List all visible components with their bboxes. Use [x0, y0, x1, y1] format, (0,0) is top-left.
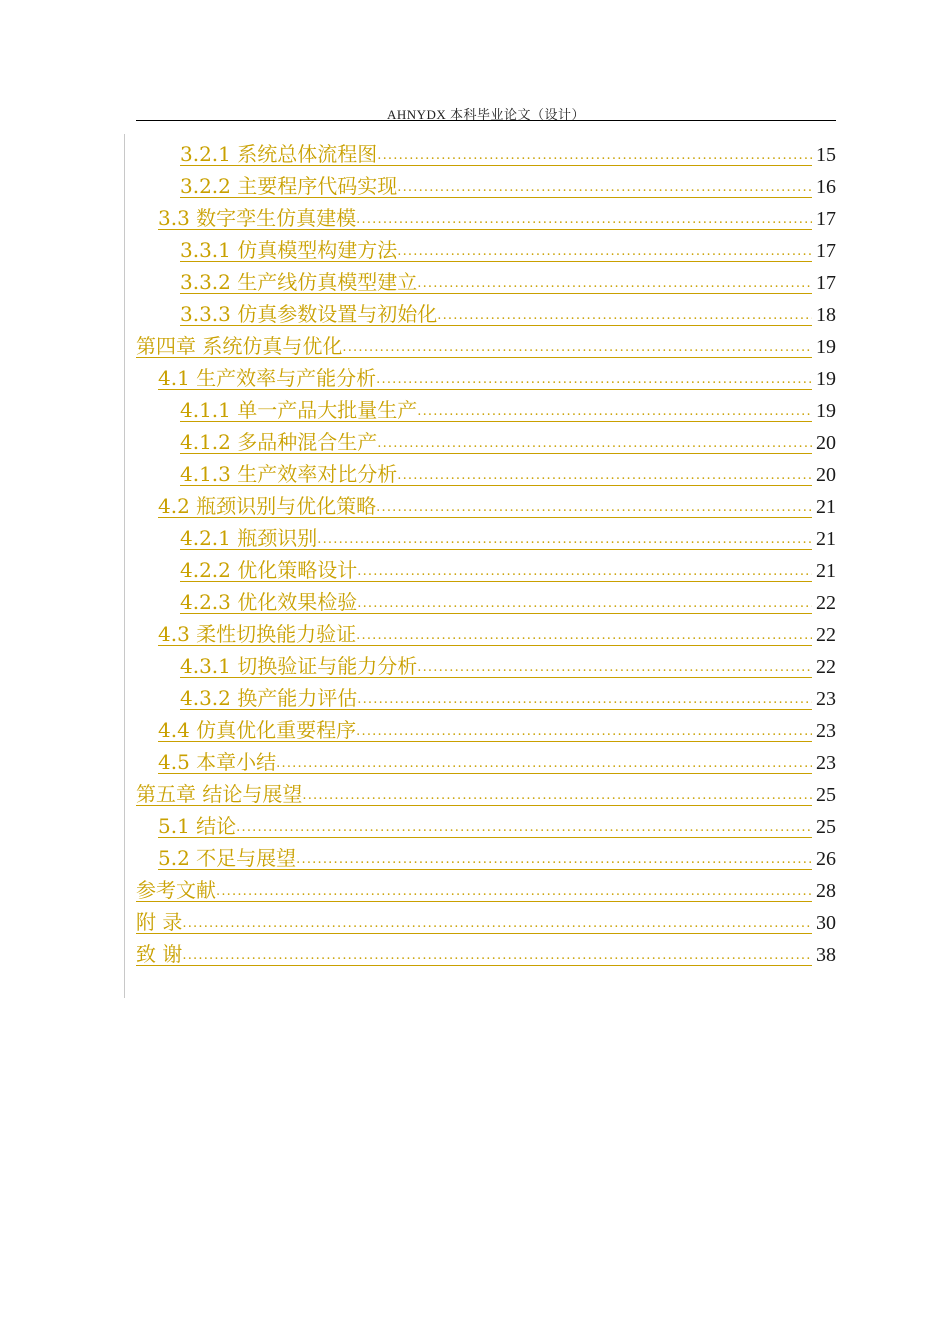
toc-entry-label: 3.3.1 仿真模型构建方法 [180, 238, 398, 262]
toc-page-number: 22 [816, 656, 836, 678]
toc-page-number: 19 [816, 368, 836, 390]
toc-link[interactable] [136, 335, 812, 358]
toc-entry-label: 4.1 生产效率与产能分析 [158, 366, 377, 390]
toc-link[interactable] [158, 719, 812, 742]
toc-entry-label: 3.2.2 主要程序代码实现 [180, 174, 398, 198]
toc-entry-label: 5.2 不足与展望 [158, 846, 297, 870]
toc-dot-leader [377, 147, 812, 165]
toc-dot-leader [397, 243, 812, 261]
toc-page-number: 17 [816, 272, 836, 294]
toc-dot-leader [376, 499, 812, 517]
toc-entry [136, 618, 836, 650]
toc-dot-leader [357, 691, 812, 709]
toc-entry [136, 650, 836, 682]
toc-page-number: 20 [816, 432, 836, 454]
toc-dot-leader [417, 403, 812, 421]
toc-link[interactable] [136, 879, 812, 902]
toc-dot-leader [296, 851, 812, 869]
toc-entry-label: 4.4 仿真优化重要程序 [158, 718, 357, 742]
toc-entry-label: 4.3 柔性切换能力验证 [158, 622, 357, 646]
toc-page-number: 38 [816, 944, 836, 966]
toc-page-number: 22 [816, 592, 836, 614]
toc-entry-label: 4.2.1 瓶颈识别 [180, 526, 318, 550]
toc-entry [136, 394, 836, 426]
toc-entry [136, 202, 836, 234]
toc-entry-label: 致 谢 [136, 942, 183, 966]
toc-entry [136, 874, 836, 906]
toc-entry-label: 4.3.1 切换验证与能力分析 [180, 654, 418, 678]
toc-link[interactable] [180, 143, 812, 166]
toc-link[interactable] [158, 815, 812, 838]
toc-entry [136, 362, 836, 394]
toc-entry-label: 3.2.1 系统总体流程图 [180, 142, 378, 166]
toc-link[interactable] [180, 687, 812, 710]
toc-page-number: 21 [816, 496, 836, 518]
toc-link[interactable] [158, 847, 812, 870]
toc-entry-label: 第四章 系统仿真与优化 [136, 334, 343, 358]
toc-dot-leader [357, 563, 812, 581]
toc-entry [136, 906, 836, 938]
toc-entry-label: 4.1.2 多品种混合生产 [180, 430, 378, 454]
toc-entry-label: 参考文献 [136, 878, 216, 902]
toc-entry [136, 426, 836, 458]
toc-entry [136, 778, 836, 810]
table-of-contents [136, 138, 836, 970]
toc-link[interactable] [158, 367, 812, 390]
toc-link[interactable] [180, 655, 812, 678]
toc-dot-leader [417, 275, 812, 293]
toc-page-number: 23 [816, 688, 836, 710]
toc-entry-label: 3.3.3 仿真参数设置与初始化 [180, 302, 438, 326]
toc-entry [136, 842, 836, 874]
toc-link[interactable] [180, 527, 812, 550]
toc-dot-leader [357, 595, 812, 613]
toc-page-number: 19 [816, 336, 836, 358]
toc-entry [136, 490, 836, 522]
toc-dot-leader [397, 467, 812, 485]
toc-page-number: 17 [816, 240, 836, 262]
toc-entry-label: 4.5 本章小结 [158, 750, 277, 774]
toc-entry-label: 4.2 瓶颈识别与优化策略 [158, 494, 377, 518]
toc-dot-leader [356, 627, 812, 645]
toc-page-number: 26 [816, 848, 836, 870]
toc-entry [136, 458, 836, 490]
toc-page-number: 16 [816, 176, 836, 198]
toc-link[interactable] [158, 495, 812, 518]
toc-dot-leader [216, 883, 812, 901]
toc-entry [136, 554, 836, 586]
toc-dot-leader [236, 819, 812, 837]
toc-dot-leader [276, 755, 812, 773]
toc-link[interactable] [158, 207, 812, 230]
toc-dot-leader [302, 787, 812, 805]
toc-dot-leader [182, 947, 812, 965]
toc-link[interactable] [136, 943, 812, 966]
toc-page-number: 25 [816, 784, 836, 806]
toc-page-number: 17 [816, 208, 836, 230]
toc-link[interactable] [180, 175, 812, 198]
toc-entry [136, 234, 836, 266]
toc-entry [136, 266, 836, 298]
toc-page-number: 15 [816, 144, 836, 166]
toc-page-number: 25 [816, 816, 836, 838]
toc-page-number: 28 [816, 880, 836, 902]
toc-page-number: 19 [816, 400, 836, 422]
toc-entry [136, 522, 836, 554]
toc-link[interactable] [180, 239, 812, 262]
toc-entry [136, 938, 836, 970]
toc-dot-leader [437, 307, 812, 325]
toc-dot-leader [342, 339, 812, 357]
toc-entry [136, 330, 836, 362]
toc-entry [136, 682, 836, 714]
toc-entry [136, 170, 836, 202]
toc-entry [136, 586, 836, 618]
toc-page-number: 23 [816, 720, 836, 742]
toc-link[interactable] [180, 463, 812, 486]
toc-page-number: 30 [816, 912, 836, 934]
toc-dot-leader [182, 915, 812, 933]
toc-dot-leader [356, 723, 812, 741]
toc-dot-leader [397, 179, 812, 197]
toc-dot-leader [356, 211, 812, 229]
toc-entry-label: 3.3 数字孪生仿真建模 [158, 206, 357, 230]
toc-page-number: 18 [816, 304, 836, 326]
toc-entry [136, 298, 836, 330]
toc-entry-label: 3.3.2 生产线仿真模型建立 [180, 270, 418, 294]
page-header-title: AHNYDX 本科毕业论文（设计） [386, 107, 586, 122]
header-divider [136, 120, 836, 121]
toc-entry-label: 4.1.1 单一产品大批量生产 [180, 398, 418, 422]
toc-entry-label: 4.2.2 优化策略设计 [180, 558, 358, 582]
toc-entry [136, 714, 836, 746]
toc-link[interactable] [180, 271, 812, 294]
toc-link[interactable] [158, 751, 812, 774]
toc-entry [136, 138, 836, 170]
toc-link[interactable] [158, 623, 812, 646]
toc-link[interactable] [180, 303, 812, 326]
toc-entry [136, 746, 836, 778]
toc-dot-leader [377, 435, 812, 453]
toc-page-number: 20 [816, 464, 836, 486]
toc-dot-leader [417, 659, 812, 677]
margin-guide-line [124, 134, 125, 998]
toc-page-number: 22 [816, 624, 836, 646]
toc-link[interactable] [180, 591, 812, 614]
toc-link[interactable] [180, 559, 812, 582]
toc-entry-label: 4.3.2 换产能力评估 [180, 686, 358, 710]
toc-page-number: 23 [816, 752, 836, 774]
toc-page-number: 21 [816, 560, 836, 582]
toc-dot-leader [376, 371, 812, 389]
toc-entry-label: 4.1.3 生产效率对比分析 [180, 462, 398, 486]
toc-dot-leader [317, 531, 812, 549]
toc-link[interactable] [136, 783, 812, 806]
toc-entry-label: 5.1 结论 [158, 814, 237, 838]
toc-page-number: 21 [816, 528, 836, 550]
toc-link[interactable] [180, 431, 812, 454]
toc-link[interactable] [136, 911, 812, 934]
toc-entry-label: 4.2.3 优化效果检验 [180, 590, 358, 614]
toc-entry-label: 附 录 [136, 910, 183, 934]
toc-link[interactable] [180, 399, 812, 422]
toc-entry [136, 810, 836, 842]
toc-entry-label: 第五章 结论与展望 [136, 782, 303, 806]
